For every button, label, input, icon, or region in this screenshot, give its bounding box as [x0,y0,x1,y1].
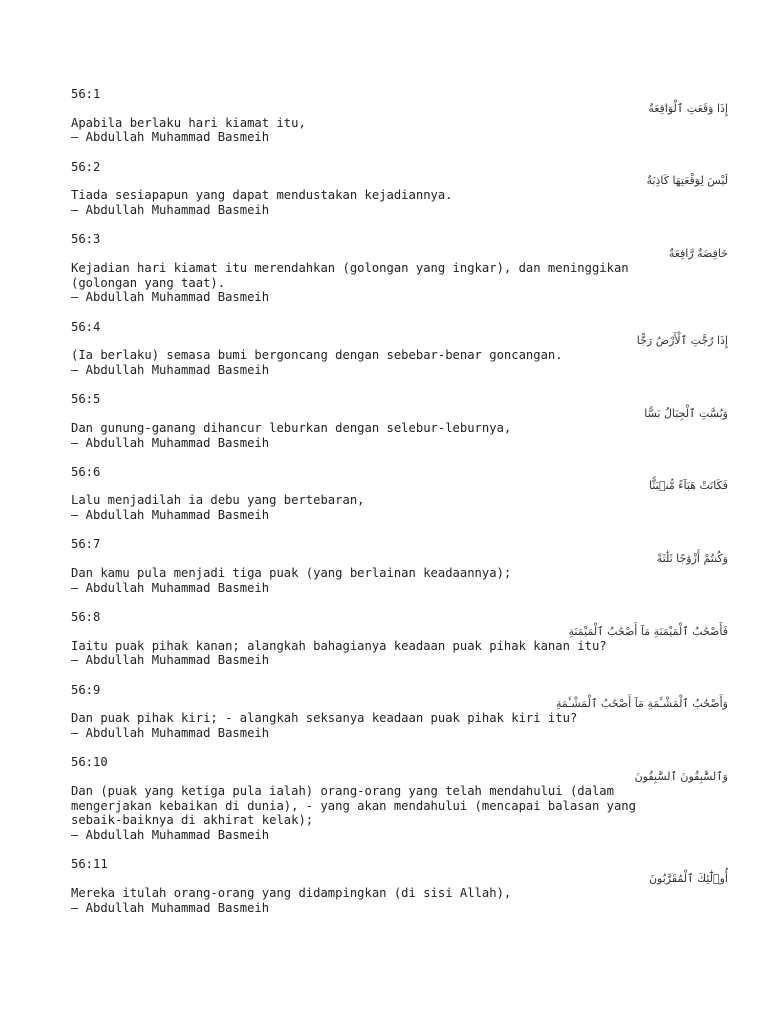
arabic-text: وَكُنتُمْ أَزْوَٰجًا ثَلَٰثَةً [656,552,728,566]
verse-reference: 56:11 [71,857,108,872]
verse-reference: 56:9 [71,682,101,697]
verse-reference: 56:5 [71,392,101,407]
verse-block [71,87,728,145]
verse-reference: 56:2 [71,159,101,174]
translator-credit: — Abdullah Muhammad Basmeih [71,203,270,218]
verse-block [71,610,728,668]
verse-translation: Apabila berlaku hari kiamat itu, [71,115,306,130]
arabic-text: وَٱلسَّٰبِقُونَ ٱلسَّٰبِقُونَ [634,769,728,783]
translator-credit: — Abdullah Muhammad Basmeih [71,828,270,842]
verse-block [71,755,728,843]
translator-credit: — Abdullah Muhammad Basmeih [71,725,270,740]
verse-translation: Mereka itulah orang-orang yang didampingkan (di sisi Allah), [71,885,512,900]
verse-translation: Dan puak pihak kiri; - alangkah seksanya keadaan puak pihak kiri itu? [71,711,578,726]
translator-credit: — Abdullah Muhammad Basmeih [71,580,270,595]
verse-block [71,320,728,378]
arabic-text: إِذَا وَقَعَتِ ٱلْوَاقِعَةُ [648,101,728,115]
arabic-text: خَافِضَةٌ رَّافِعَةٌ [668,246,728,260]
arabic-text: إِذَا رُجَّتِ ٱلْأَرْضُ رَجًّا [636,334,728,348]
verse-translation: Kejadian hari kiamat itu merendahkan (golongan yang ingkar), dan meninggikan (golongan yang taat). [71,260,629,290]
arabic-text: وَبُسَّتِ ٱلْجِبَالُ بَسًّا [644,406,728,420]
translator-credit: — Abdullah Muhammad Basmeih [71,508,270,523]
arabic-text: أُو۟لَٰٓئِكَ ٱلْمُقَرَّبُونَ [648,871,728,885]
verse-block [71,392,728,450]
verse-translation: Lalu menjadilah ia debu yang bertebaran, [71,493,365,508]
verse-block [71,537,728,595]
verse-reference: 56:10 [71,755,108,770]
verse-block [71,465,728,523]
verse-block [71,857,728,915]
verse-block [71,160,728,218]
translator-credit: — Abdullah Muhammad Basmeih [71,362,270,377]
verse-reference: 56:8 [71,609,101,624]
verse-reference: 56:3 [71,232,101,247]
arabic-text: وَأَصْحَٰبُ ٱلْمَشْـَٔمَةِ مَآ أَصْحَٰبُ ٱلْمَشْـَٔمَةِ [555,697,728,711]
verse-block [71,683,728,741]
verse-reference: 56:6 [71,464,101,479]
translator-credit: — Abdullah Muhammad Basmeih [71,653,270,668]
verse-translation: Dan kamu pula menjadi tiga puak (yang berlainan keadaannya); [71,566,512,581]
verse-reference: 56:1 [71,87,101,101]
translator-credit: — Abdullah Muhammad Basmeih [71,435,270,450]
translator-credit: — Abdullah Muhammad Basmeih [71,130,270,145]
verse-block [71,232,728,305]
verse-translation: Dan (puak yang ketiga pula ialah) orang-orang yang telah mendahului (dalam mengerjakan kebaikan di dunia), - yang akan mendahului (mencapai balasan yang sebaik-baiknya di akhirat kelak); [71,783,636,828]
verse-translation: Tiada sesiapapun yang dapat mendustakan kejadiannya. [71,188,453,203]
arabic-text: فَكَانَتْ هَبَآءً مُّنۢبَثًّا [649,479,728,493]
translator-credit: — Abdullah Muhammad Basmeih [71,900,270,915]
arabic-text: فَأَصْحَٰبُ ٱلْمَيْمَنَةِ مَآ أَصْحَٰبُ ٱلْمَيْمَنَةِ [568,624,728,638]
verse-reference: 56:4 [71,319,101,334]
verse-translation: (Ia berlaku) semasa bumi bergoncang dengan sebebar-benar goncangan. [71,348,563,363]
translator-credit: — Abdullah Muhammad Basmeih [71,290,270,305]
arabic-text: لَيْسَ لِوَقْعَتِهَا كَاذِبَةٌ [646,174,728,188]
verse-translation: Iaitu puak pihak kanan; alangkah bahagianya keadaan puak pihak kanan itu? [71,638,607,653]
verse-translation: Dan gunung-ganang dihancur leburkan dengan selebur-leburnya, [71,420,512,435]
verse-reference: 56:7 [71,537,101,552]
